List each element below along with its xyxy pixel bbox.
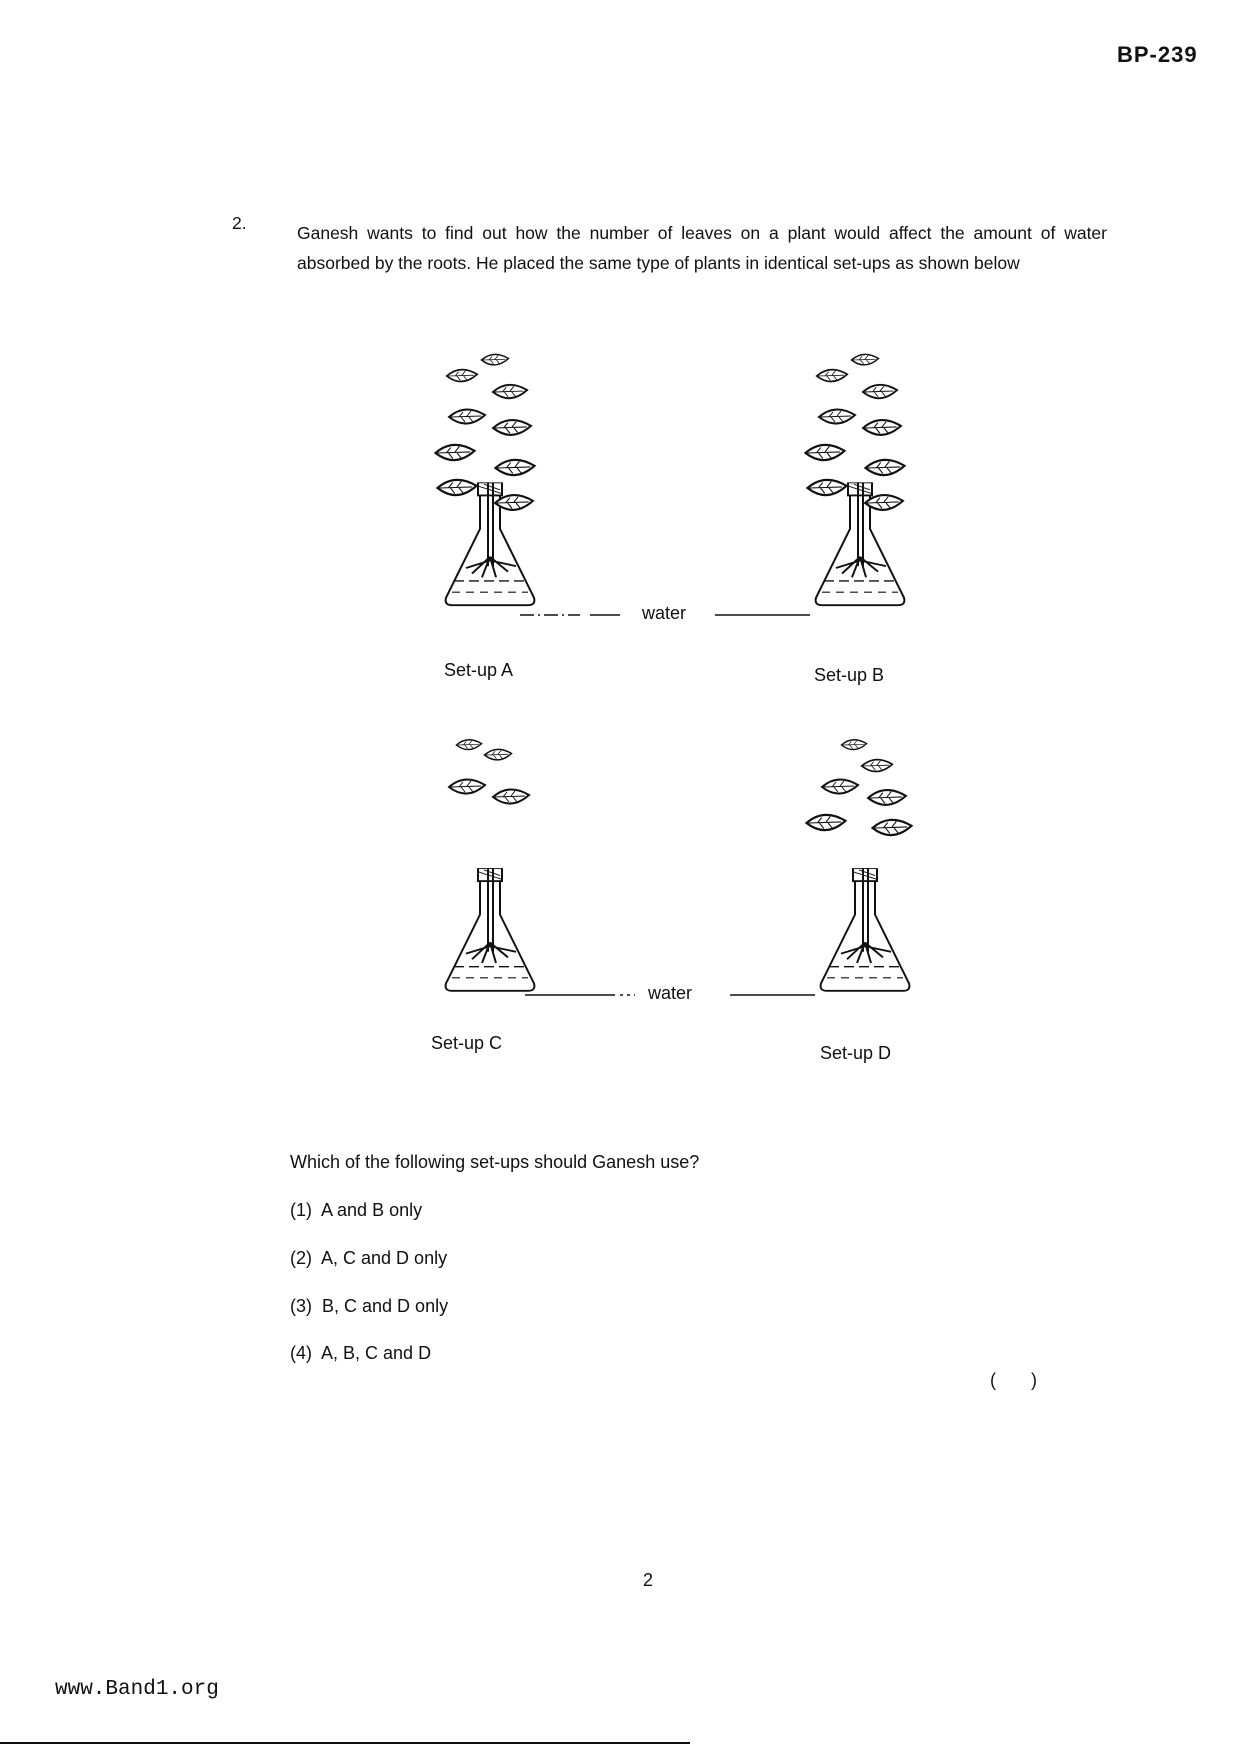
option-text: A and B only: [321, 1200, 423, 1220]
bottom-rule: [0, 1742, 690, 1744]
option-2[interactable]: [290, 1248, 447, 1269]
option-text: A, C and D only: [321, 1248, 448, 1268]
question-prompt: Which of the following set-ups should Ganesh use?: [290, 1152, 700, 1172]
option-3[interactable]: [290, 1296, 448, 1317]
option-number: (4): [290, 1343, 312, 1363]
setup-c-label: Set-up C: [431, 1033, 503, 1053]
paper-code: BP-239: [1117, 42, 1198, 67]
option-1[interactable]: [290, 1200, 422, 1221]
option-text: B, C and D only: [322, 1296, 449, 1316]
setup-d-label: Set-up D: [820, 1043, 892, 1063]
option-number: (2): [290, 1248, 312, 1268]
option-number: (3): [290, 1296, 312, 1316]
question-text: Ganesh wants to find out how the number of leaves on a plant would affect the amount of water absorbed by the roots. He placed the same type of plants in identical set-ups as shown below: [297, 223, 1107, 273]
water-label-bottom: water: [648, 983, 693, 1003]
setup-a-label: Set-up A: [444, 660, 514, 680]
option-4[interactable]: [290, 1343, 431, 1364]
water-label-top: water: [642, 603, 687, 623]
option-number: (1): [290, 1200, 312, 1220]
website-watermark: www.Band1.org: [55, 1678, 219, 1701]
setup-b-label: Set-up B: [814, 665, 885, 685]
question-number: 2.: [232, 213, 247, 233]
option-text: A, B, C and D: [321, 1343, 432, 1363]
page-number: 2: [643, 1570, 654, 1590]
answer-bracket[interactable]: ( ): [990, 1370, 1037, 1390]
